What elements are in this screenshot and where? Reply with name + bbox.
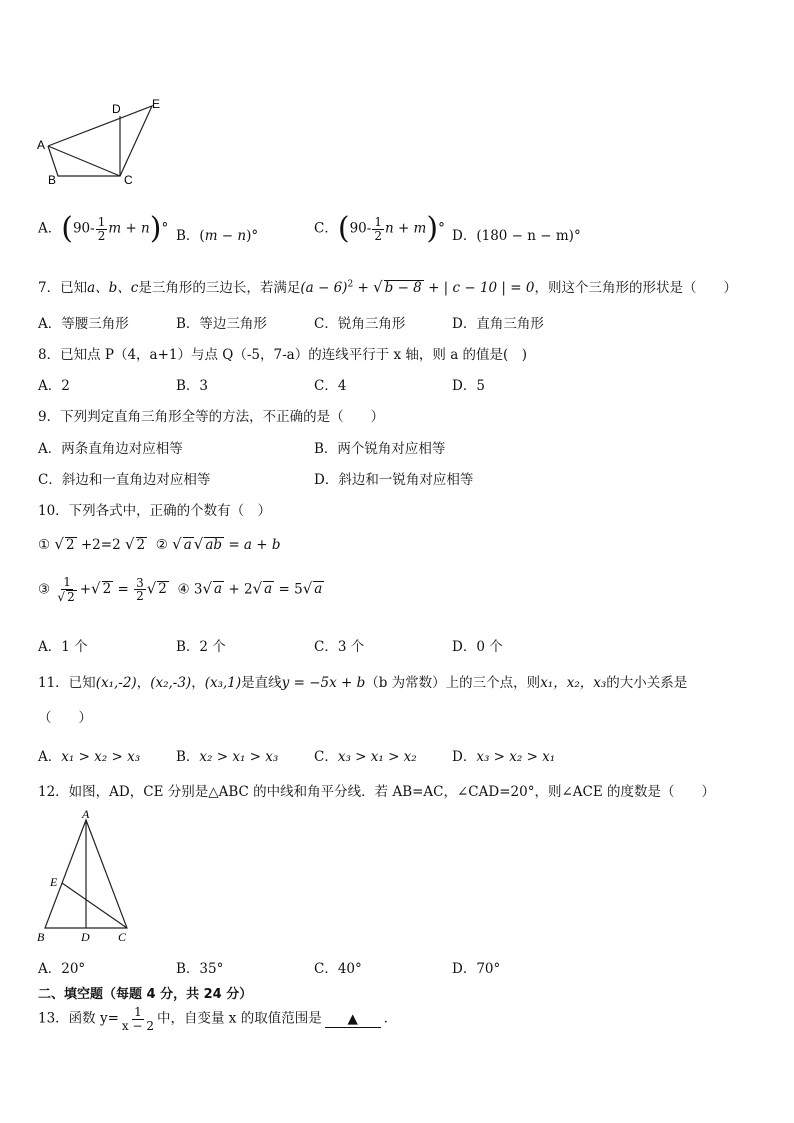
fig1-label-a: A	[37, 138, 46, 152]
q10-option-a[interactable]: A．1 个	[38, 639, 88, 655]
q8-option-c[interactable]: C．4	[314, 378, 347, 394]
q7-option-b[interactable]: B．等边三角形	[176, 316, 267, 332]
q11-paren: （ ）	[38, 710, 92, 726]
q12-option-d[interactable]: D．70°	[452, 961, 501, 977]
figure-triangle-abc	[34, 806, 144, 946]
q10-stem: 10．下列各式中，正确的个数有（ ）	[38, 503, 272, 519]
fig2-label-d: D	[81, 930, 90, 944]
q7-stem: 7．已知a、b、c是三角形的三边长，若满足$(a - 6)^2$ + √ b − 8 + | c − 10 | = 0，则这个三角形的形状是（ ）	[38, 278, 737, 296]
q11-option-d[interactable]: D．x₃ > x₂ > x₁	[452, 749, 556, 765]
q10-option-d[interactable]: D．0 个	[452, 639, 503, 655]
q12-option-a[interactable]: A．20°	[38, 961, 86, 977]
q9-option-b[interactable]: B．两个锐角对应相等	[314, 441, 446, 457]
q6-option-b[interactable]: B．(m − n)°	[176, 228, 259, 244]
fig1-label-e: E	[152, 97, 161, 111]
q9-option-c[interactable]: C．斜边和一直角边对应相等	[38, 472, 211, 488]
q8-option-b[interactable]: B．3	[176, 378, 209, 394]
q7-option-a[interactable]: A．等腰三角形	[38, 316, 129, 332]
q10-option-c[interactable]: C．3 个	[314, 639, 365, 655]
q8-stem: 8．已知点 P（4，a+1）与点 Q（-5，7-a）的连线平行于 x 轴，则 a 的值是( )	[38, 347, 528, 363]
q8-option-a[interactable]: A．2	[38, 378, 70, 394]
q7-option-d[interactable]: D．直角三角形	[452, 316, 544, 332]
q9-stem: 9．下列判定直角三角形全等的方法，不正确的是（ ）	[38, 409, 385, 425]
q12-option-b[interactable]: B．35°	[176, 961, 224, 977]
fig1-label-c: C	[124, 173, 133, 187]
q13-stem: 13．函数 y= $\frac{1}{x - 2}$ 中，自变量 x 的取值范围是 ▲ ．	[38, 1005, 398, 1033]
q7-option-c[interactable]: C．锐角三角形	[314, 316, 406, 332]
q13-answer-blank[interactable]: ▲	[325, 1011, 381, 1028]
q10-option-b[interactable]: B．2 个	[176, 639, 226, 655]
q11-option-c[interactable]: C．x₃ > x₁ > x₂	[314, 749, 417, 765]
q12-option-c[interactable]: C．40°	[314, 961, 362, 977]
q12-stem: 12．如图，AD，CE 分别是△ABC 的中线和角平分线．若 AB=AC，∠CAD=20°，则∠ACE 的度数是（ ）	[38, 784, 715, 800]
q6-option-a[interactable]: A．(90- $\frac{1}{2}$ m + n)°	[38, 211, 169, 246]
fig1-label-d: D	[112, 102, 121, 116]
fig2-label-b: B	[37, 930, 45, 944]
q9-option-a[interactable]: A．两条直角边对应相等	[38, 441, 183, 457]
q11-stem: 11．已知(x₁,-2)，(x₂,-3)，(x₃,1)是直线y = −5x + b（b 为常数）上的三个点，则x₁，x₂，x₃的大小关系是	[38, 675, 688, 691]
section-title: 二、填空题（每题 4 分，共 24 分）	[38, 987, 253, 1002]
fig1-label-b: B	[48, 173, 57, 187]
q10-item-3-4: ③ $\frac{1}{√ 2}$ +√ 2 = $\frac{3}{2}$ √ 2 ④ 3√ a + 2√ a = 5√ a	[38, 575, 323, 604]
q8-option-d[interactable]: D．5	[452, 378, 485, 394]
q11-option-b[interactable]: B．x₂ > x₁ > x₃	[176, 749, 279, 765]
fig2-label-e: E	[50, 875, 58, 889]
q9-option-d[interactable]: D．斜边和一锐角对应相等	[314, 472, 474, 488]
fig2-label-c: C	[118, 930, 127, 944]
q6-option-c[interactable]: C．(90- $\frac{1}{2}$ n + m)°	[314, 211, 445, 246]
fig2-label-a: A	[82, 807, 90, 821]
q10-item-1-2: ① √ 2 +2=2 √ 2 ② √ a √ ab = a + b	[38, 535, 281, 553]
q6-option-d[interactable]: D．(180 − n − m)°	[452, 228, 581, 244]
q11-option-a[interactable]: A．x₁ > x₂ > x₃	[38, 749, 141, 765]
figure-quadrilateral	[34, 96, 174, 188]
